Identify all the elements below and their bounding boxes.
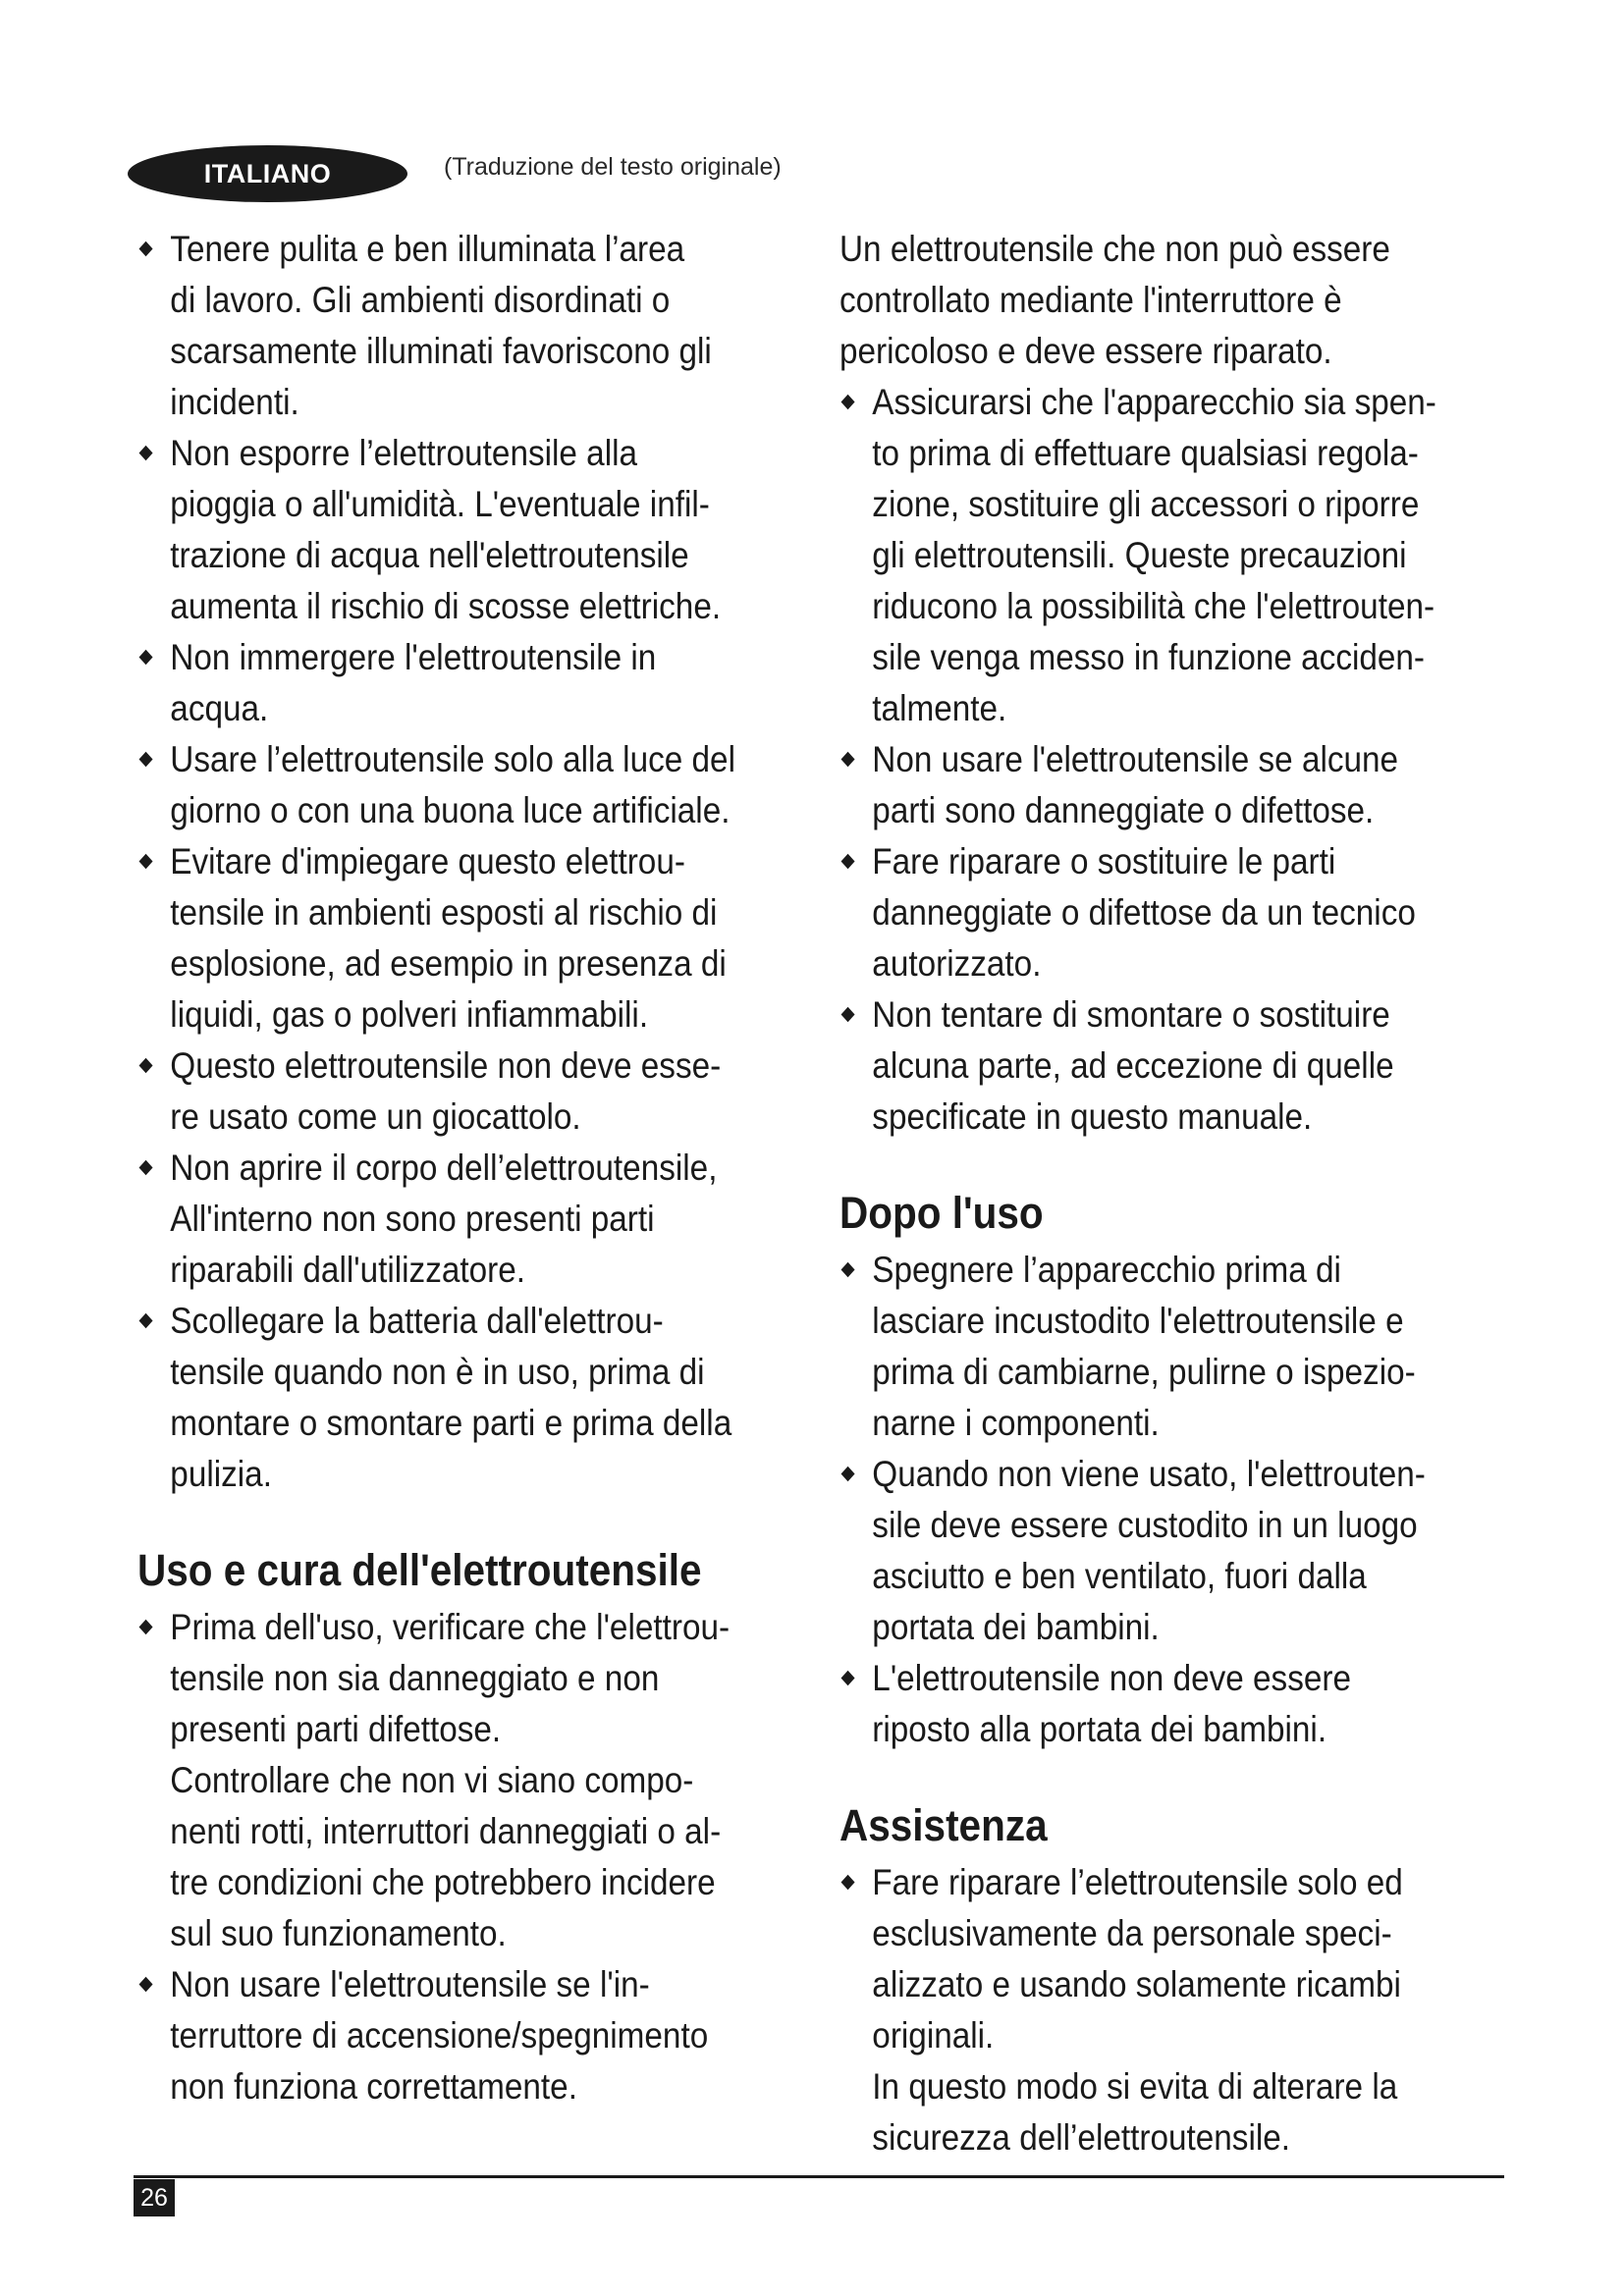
diamond-bullet-icon — [139, 1620, 153, 1635]
text-line: lasciare incustodito l'elettroutensile e — [872, 1301, 1404, 1341]
bullet-item — [839, 1449, 1476, 1653]
diamond-bullet-icon — [139, 1977, 153, 1993]
diamond-bullet-icon — [139, 1058, 153, 1074]
text-line: autorizzato. — [872, 943, 1042, 984]
text-line: pulizia. — [170, 1454, 272, 1494]
assistenza-bullet-list — [839, 1857, 1476, 2163]
text-line: montare o smontare parti e prima della — [170, 1403, 732, 1443]
text-line: zione, sostituire gli accessori o riporre — [872, 484, 1420, 524]
text-line: scarsamente illuminati favoriscono gli — [170, 331, 712, 371]
text-line: pioggia o all'umidità. L'eventuale infil- — [170, 484, 710, 524]
text-line: Tenere pulita e ben illuminata l’area — [170, 229, 685, 269]
diamond-bullet-icon — [139, 752, 153, 768]
diamond-bullet-icon — [841, 1262, 855, 1278]
bullet-item — [137, 836, 787, 1041]
text-line: sile deve essere custodito in un luogo — [872, 1505, 1418, 1545]
right-column — [839, 224, 1476, 2163]
text-line: esplosione, ad esempio in presenza di — [170, 943, 727, 984]
text-line: narne i componenti. — [872, 1403, 1160, 1443]
text-line: di lavoro. Gli ambienti disordinati o — [170, 280, 671, 320]
text-line: Fare riparare o sostituire le parti — [872, 841, 1336, 881]
text-line: asciutto e ben ventilato, fuori dalla — [872, 1556, 1367, 1596]
text-line: Quando non viene usato, l'elettrouten- — [872, 1454, 1426, 1494]
text-line: Non immergere l'elettroutensile in — [170, 637, 657, 677]
text-line: alizzato e usando solamente ricambi — [872, 1964, 1401, 2004]
diamond-bullet-icon — [841, 854, 855, 870]
bullet-item — [839, 734, 1476, 836]
uso-bullet-list — [137, 1602, 787, 2112]
left-column — [137, 224, 787, 2112]
text-line: parti sono danneggiate o difettose. — [872, 790, 1375, 830]
text-line: trazione di acqua nell'elettroutensile — [170, 535, 689, 575]
text-line: danneggiate o difettose da un tecnico — [872, 892, 1416, 933]
bullet-item — [839, 989, 1476, 1143]
dopo-bullet-list — [839, 1245, 1476, 1755]
text-line: presenti parti difettose. — [170, 1709, 502, 1749]
text-line: Non usare l'elettroutensile se alcune — [872, 739, 1399, 779]
section-heading-dopo-uso: Dopo l'uso — [839, 1188, 1044, 1238]
text-line: tensile in ambienti esposti al rischio di — [170, 892, 718, 933]
diamond-bullet-icon — [139, 854, 153, 870]
text-line: alcuna parte, ad eccezione di quelle — [872, 1045, 1394, 1086]
text-line: Fare riparare l’elettroutensile solo ed — [872, 1862, 1403, 1902]
bullet-item — [137, 1602, 787, 1959]
left-bullet-list — [137, 224, 787, 1500]
text-line: L'elettroutensile non deve essere — [872, 1658, 1351, 1698]
text-line: riparabili dall'utilizzatore. — [170, 1250, 526, 1290]
text-line: to prima di effettuare qualsiasi regola- — [872, 433, 1419, 473]
bullet-item — [839, 1245, 1476, 1449]
text-line: pericoloso e deve essere riparato. — [839, 331, 1332, 371]
bullet-item — [137, 734, 787, 836]
diamond-bullet-icon — [139, 1160, 153, 1176]
bullet-item — [839, 377, 1476, 734]
text-line: acqua. — [170, 688, 269, 728]
text-line: All'interno non sono presenti parti — [170, 1199, 655, 1239]
text-line: Spegnere l’apparecchio prima di — [872, 1250, 1341, 1290]
bullet-item — [137, 1143, 787, 1296]
text-line: Controllare che non vi siano compo- — [170, 1760, 694, 1800]
text-line: aumenta il rischio di scosse elettriche. — [170, 586, 722, 626]
text-line: Assicurarsi che l'apparecchio sia spen- — [872, 382, 1436, 422]
text-line: Un elettroutensile che non può essere — [839, 229, 1390, 269]
diamond-bullet-icon — [841, 752, 855, 768]
text-line: sile venga messo in funzione acciden- — [872, 637, 1426, 677]
text-line: portata dei bambini. — [872, 1607, 1160, 1647]
text-line: Non tentare di smontare o sostituire — [872, 994, 1390, 1035]
text-line: originali. — [872, 2015, 995, 2056]
text-line: giorno o con una buona luce artificiale. — [170, 790, 731, 830]
section-heading-assistenza: Assistenza — [839, 1800, 1048, 1850]
text-line: sicurezza dell’elettroutensile. — [872, 2117, 1291, 2158]
text-line: Non esporre l’elettroutensile alla — [170, 433, 638, 473]
bullet-item — [137, 428, 787, 632]
bullet-item — [137, 224, 787, 428]
text-line: Evitare d'impiegare questo elettrou- — [170, 841, 685, 881]
text-line: Usare l’elettroutensile solo alla luce del — [170, 739, 735, 779]
text-line: Scollegare la batteria dall'elettrou- — [170, 1301, 664, 1341]
section-heading-uso-cura: Uso e cura dell'elettroutensile — [137, 1545, 702, 1595]
text-line: sul suo funzionamento. — [170, 1913, 507, 1953]
bullet-item — [839, 1653, 1476, 1755]
bullet-item — [137, 632, 787, 734]
bullet-item — [839, 836, 1476, 989]
diamond-bullet-icon — [841, 1467, 855, 1482]
diamond-bullet-icon — [139, 446, 153, 461]
continued-paragraph — [839, 224, 1476, 377]
text-line: esclusivamente da personale speci- — [872, 1913, 1392, 1953]
bullet-item — [137, 1041, 787, 1143]
footer-rule — [134, 2175, 1504, 2178]
text-line: liquidi, gas o polveri infiammabili. — [170, 994, 649, 1035]
text-line: Questo elettroutensile non deve esse- — [170, 1045, 722, 1086]
diamond-bullet-icon — [139, 650, 153, 666]
text-line: tensile quando non è in uso, prima di — [170, 1352, 705, 1392]
text-line: In questo modo si evita di alterare la — [872, 2066, 1398, 2107]
right-bullet-list — [839, 377, 1476, 1143]
diamond-bullet-icon — [139, 1313, 153, 1329]
text-line: controllato mediante l'interruttore è — [839, 280, 1342, 320]
text-line: terruttore di accensione/spegnimento — [170, 2015, 709, 2056]
diamond-bullet-icon — [841, 1875, 855, 1891]
diamond-bullet-icon — [841, 1007, 855, 1023]
text-line: Non usare l'elettroutensile se l'in- — [170, 1964, 650, 2004]
text-line: specificate in questo manuale. — [872, 1096, 1313, 1137]
bullet-item — [137, 1296, 787, 1500]
text-line: riducono la possibilità che l'elettrouten- — [872, 586, 1435, 626]
language-badge: ITALIANO — [128, 145, 407, 202]
text-line: tensile non sia danneggiato e non — [170, 1658, 660, 1698]
diamond-bullet-icon — [139, 241, 153, 257]
text-line: non funziona correttamente. — [170, 2066, 577, 2107]
text-line: Non aprire il corpo dell’elettroutensile, — [170, 1148, 718, 1188]
text-line: tre condizioni che potrebbero incidere — [170, 1862, 716, 1902]
diamond-bullet-icon — [841, 1671, 855, 1686]
text-line: re usato come un giocattolo. — [170, 1096, 581, 1137]
text-line: gli elettroutensili. Queste precauzioni — [872, 535, 1407, 575]
diamond-bullet-icon — [841, 395, 855, 410]
text-line: Prima dell'uso, verificare che l'elettrou- — [170, 1607, 731, 1647]
bullet-item — [839, 1857, 1476, 2163]
text-line: incidenti. — [170, 382, 299, 422]
translation-note: (Traduzione del testo originale) — [444, 153, 782, 181]
text-line: nenti rotti, interruttori danneggiati o al- — [170, 1811, 722, 1851]
page-number: 26 — [134, 2179, 175, 2216]
text-line: talmente. — [872, 688, 1007, 728]
text-line: riposto alla portata dei bambini. — [872, 1709, 1327, 1749]
bullet-item — [137, 1959, 787, 2112]
text-line: prima di cambiarne, pulirne o ispezio- — [872, 1352, 1416, 1392]
